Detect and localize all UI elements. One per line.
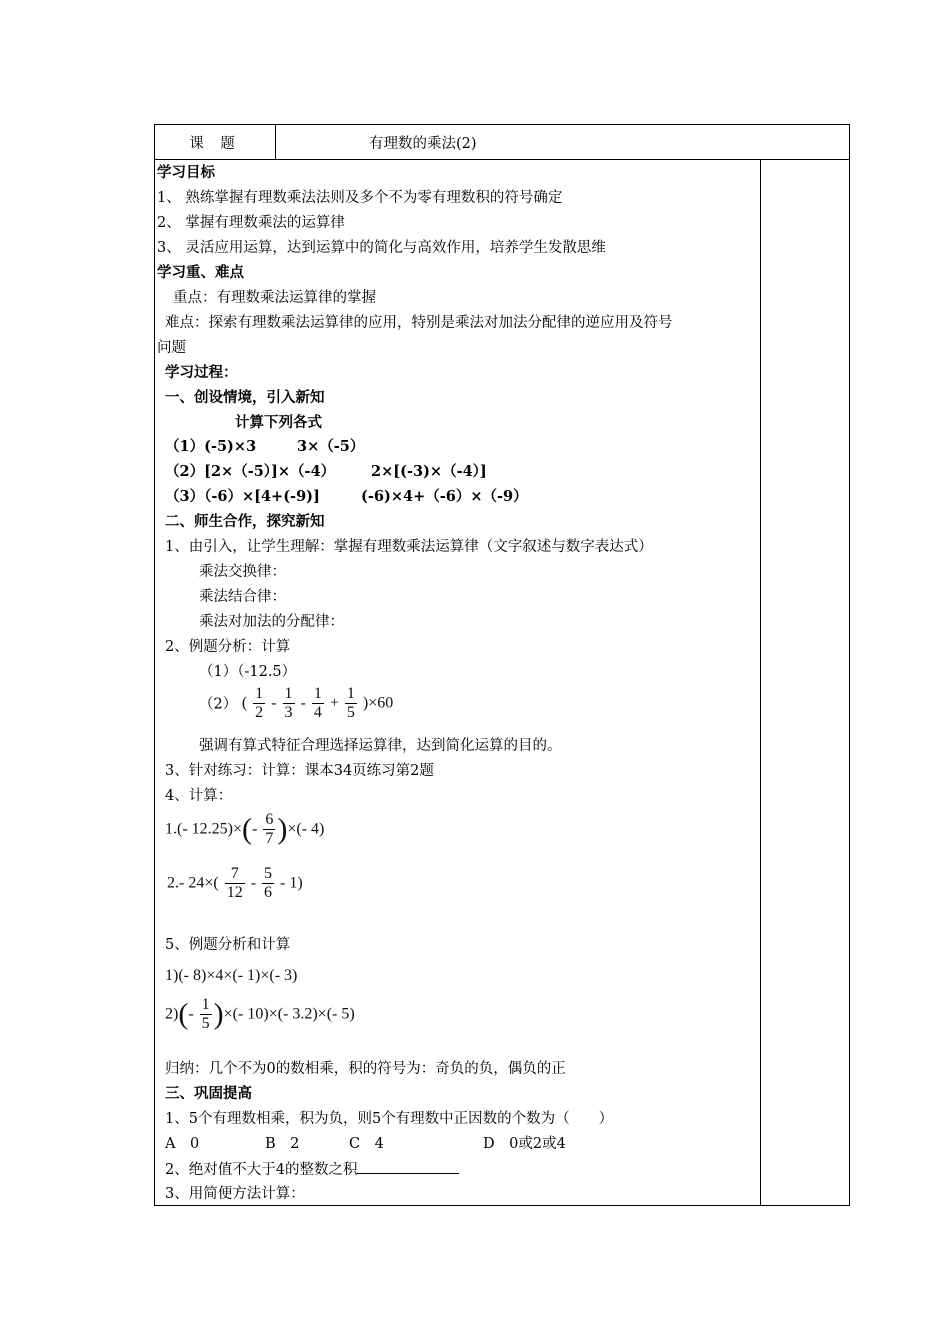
goal-item: 1、 熟练掌握有理数乘法法则及多个不为零有理数积的符号确定 (157, 190, 563, 206)
expr-b: 2×[(-3)×（-4）] (371, 463, 487, 480)
law-associative: 乘法结合律： (199, 589, 286, 605)
calc-2: 2.- 24×( $\frac{7}{12}$ - $\frac{5}{6}$ - 1) (167, 865, 303, 901)
expr-a: （3）（-6）×[4+(-9)] (165, 488, 320, 505)
expr-a: （1）(-5)×3 (165, 438, 257, 455)
topic-title: 有理数的乘法(2) (369, 135, 477, 152)
difficult-point: 难点：探索有理数乘法运算律的应用，特别是乘法对加法分配律的逆应用及符号 (165, 315, 673, 331)
option-b: B 2 (265, 1136, 300, 1152)
example-2-formula: ( $\frac{1}{2}$ - $\frac{1}{3}$ - $\frac{1}{4}$ + $\frac{1}{5}$ )×60 (241, 685, 394, 721)
topic-label: 课 题 (155, 125, 276, 159)
title-row (155, 125, 849, 160)
section1-title: 一、创设情境，引入新知 (165, 390, 325, 406)
goal-item: 2、 掌握有理数乘法的运算律 (157, 215, 345, 231)
key-points-heading: 学习重、难点 (157, 265, 244, 281)
lesson-table (154, 124, 850, 1206)
example2-title: 5、例题分析和计算 (165, 937, 291, 953)
calc-1: 1.(- 12.25)×(- $\frac{6}{7}$ )×(- 4) (165, 811, 325, 847)
section2-title: 二、师生合作，探究新知 (165, 514, 325, 530)
difficult-point-cont: 问题 (157, 340, 186, 356)
expr-line (165, 437, 256, 457)
expr-b: 3×（-5） (297, 438, 365, 455)
goal-item: 3、 灵活应用运算，达到运算中的简化与高效作用，培养学生发散思维 (157, 240, 606, 256)
process-heading: 学习过程： (165, 365, 238, 381)
key-point: 重点：有理数乘法运算律的掌握 (173, 290, 376, 306)
notes-column-divider (760, 159, 761, 1205)
summary-note: 归纳：几个不为0的数相乘，积的符号为：奇负的负，偶负的正 (165, 1061, 566, 1077)
option-d: D 0或2或4 (483, 1136, 566, 1152)
expr-a: （2）[2×（-5）]×（-4） (165, 463, 336, 480)
question-3: 3、用简便方法计算： (165, 1186, 305, 1202)
example-2: （2） ( $\frac{1}{2}$ - $\frac{1}{3}$ - $\frac{1}{4}$ + $\frac{1}{5}$ )×60 (199, 685, 394, 721)
example-title: 2、例题分析：计算 (165, 639, 291, 655)
answer-blank[interactable] (357, 1159, 459, 1174)
law-distributive: 乘法对加法的分配律： (199, 614, 344, 630)
option-a: A 0 (165, 1136, 200, 1152)
option-c: C 4 (349, 1136, 384, 1152)
example2-item-2: 2)(- $\frac{1}{5}$ )×(- 10)×(- 3.2)×(- 5) (165, 996, 355, 1032)
practice-note: 3、针对练习：计算：课本34页练习第2题 (165, 763, 434, 779)
section3-title: 三、巩固提高 (165, 1086, 252, 1102)
section1-prompt: 计算下列各式 (235, 415, 322, 431)
emphasis-note: 强调有算式特征合理选择运算律，达到简化运算的目的。 (199, 738, 562, 754)
goals-heading: 学习目标 (157, 165, 215, 181)
example2-item-1: 1)(- 8)×4×(- 1)×(- 3) (165, 967, 298, 984)
question-1: 1、5个有理数相乘，积为负，则5个有理数中正因数的个数为（ ） (165, 1111, 614, 1127)
law-commutative: 乘法交换律： (199, 564, 286, 580)
calc-title: 4、计算： (165, 788, 233, 804)
expr-b: (-6)×4+（-6）×（-9） (361, 488, 528, 505)
example-1: （1）（-12.5） (199, 664, 297, 680)
section2-intro: 1、由引入，让学生理解：掌握有理数乘法运算律（文字叙述与数字表达式） (165, 539, 653, 555)
question-2: 2、绝对值不大于4的整数之积 (165, 1159, 459, 1180)
question-1-options (165, 1134, 566, 1154)
